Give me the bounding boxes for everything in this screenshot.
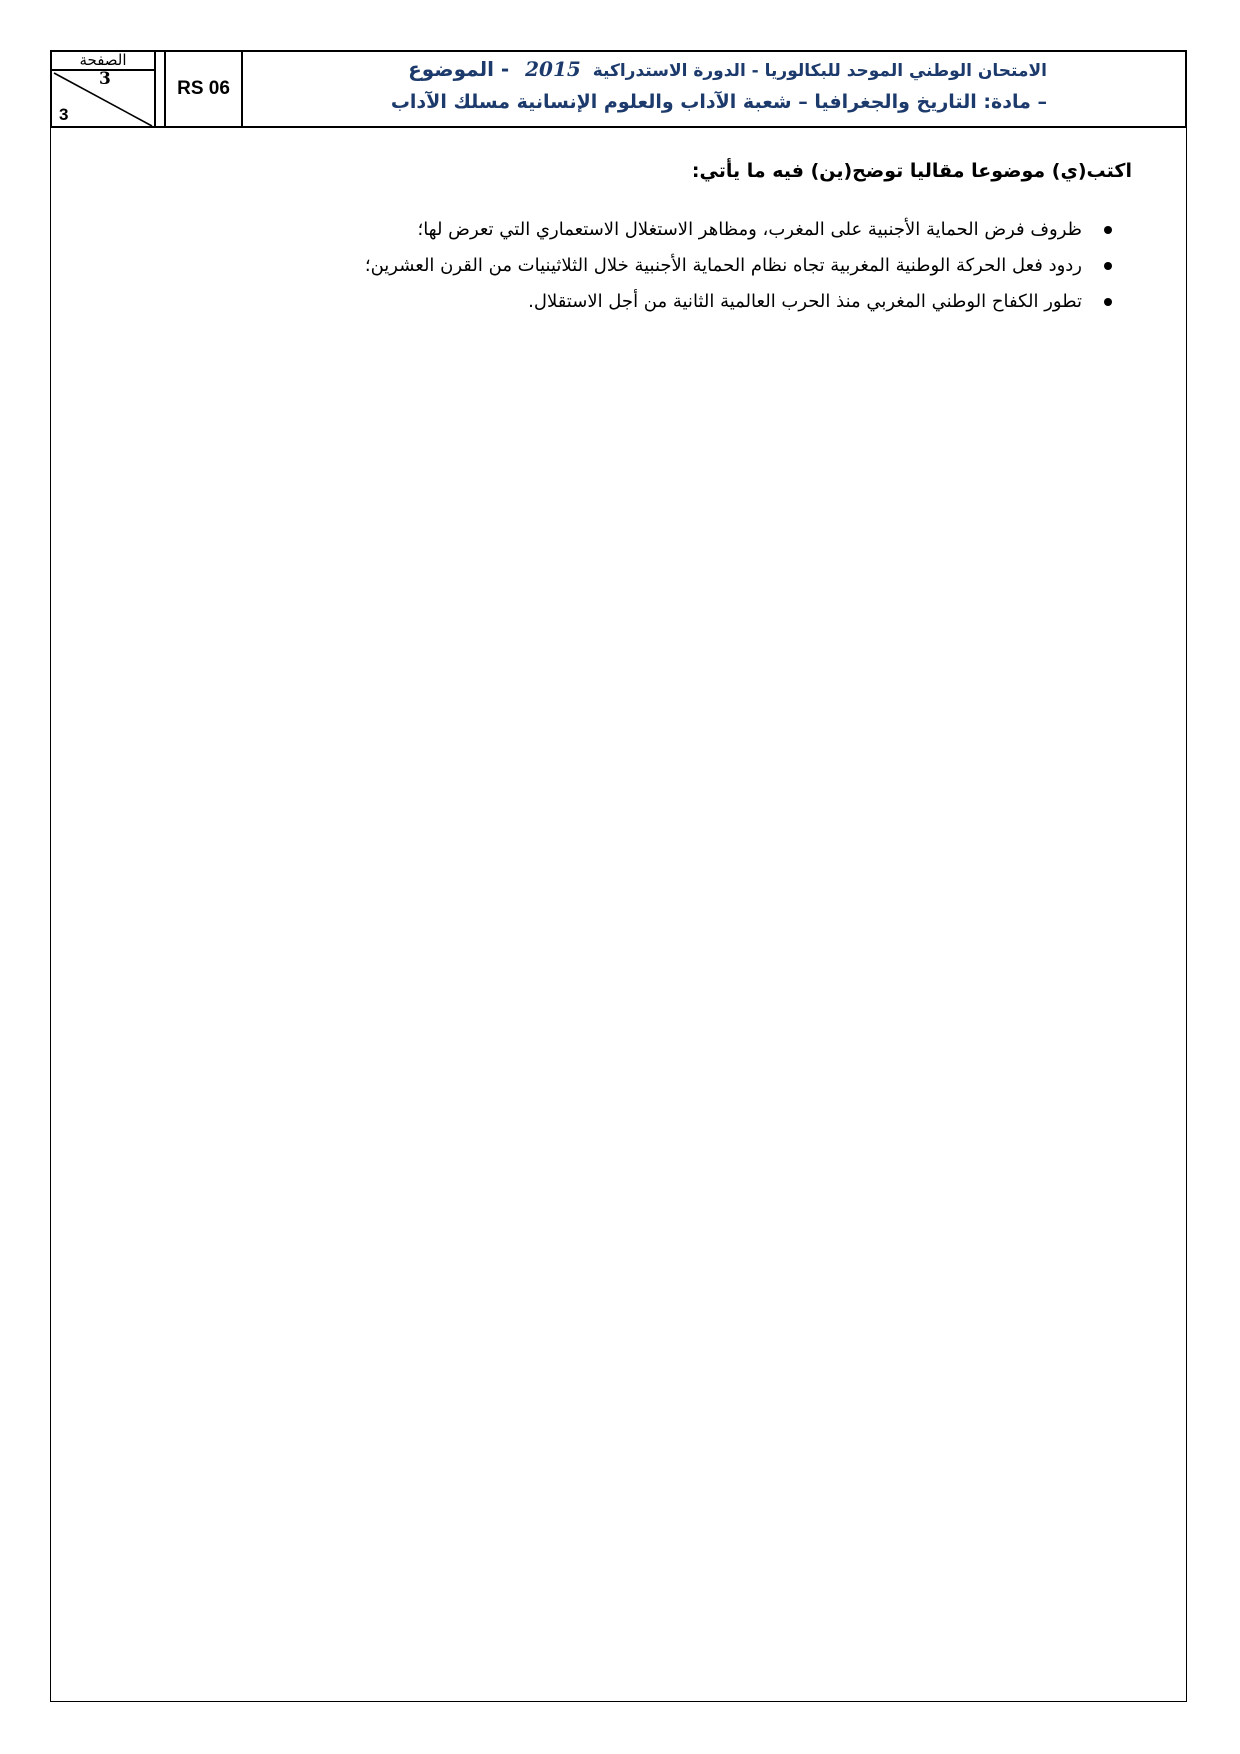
- instruction-heading: اكتب(ي) موضوعا مقاليا توضح(ين) فيه ما يأتي:: [691, 160, 1132, 182]
- bullet-icon: [1104, 262, 1112, 270]
- page-current: 3: [99, 69, 111, 89]
- list-item: [365, 212, 1112, 248]
- exam-title-main: الامتحان الوطني الموحد للبكالوريا - الدورة الاستدراكية: [592, 61, 1047, 81]
- exam-subject-label: - الموضوع: [408, 57, 510, 81]
- list-item-text: ظروف فرض الحماية الأجنبية على المغرب، ومظاهر الاستغلال الاستعماري التي تعرض لها؛: [417, 219, 1082, 240]
- page-total: 3: [59, 105, 69, 124]
- list-item: [365, 248, 1112, 284]
- bullet-icon: [1104, 226, 1112, 234]
- exam-title-line-1: [408, 57, 1047, 81]
- bullet-icon: [1104, 298, 1112, 306]
- header-spacer: [156, 52, 166, 126]
- exam-title-box: [243, 52, 1185, 126]
- list-item-text: ردود فعل الحركة الوطنية المغربية تجاه نظام الحماية الأجنبية خلال الثلاثينيات من القرن العشرين؛: [364, 255, 1082, 276]
- exam-code: RS 06: [166, 52, 243, 126]
- list-item: [365, 284, 1112, 320]
- bullet-list: [365, 212, 1112, 320]
- exam-title-line-2: – مادة: التاريخ والجغرافيا – شعبة الآداب والعلوم الإنسانية مسلك الآداب: [390, 91, 1047, 113]
- exam-year: 2015: [525, 57, 581, 81]
- page-number-box: [52, 52, 156, 126]
- page-label: الصفحة: [52, 52, 154, 71]
- list-item-text: تطور الكفاح الوطني المغربي منذ الحرب العالمية الثانية من أجل الاستقلال.: [528, 291, 1082, 312]
- exam-header: [50, 50, 1187, 128]
